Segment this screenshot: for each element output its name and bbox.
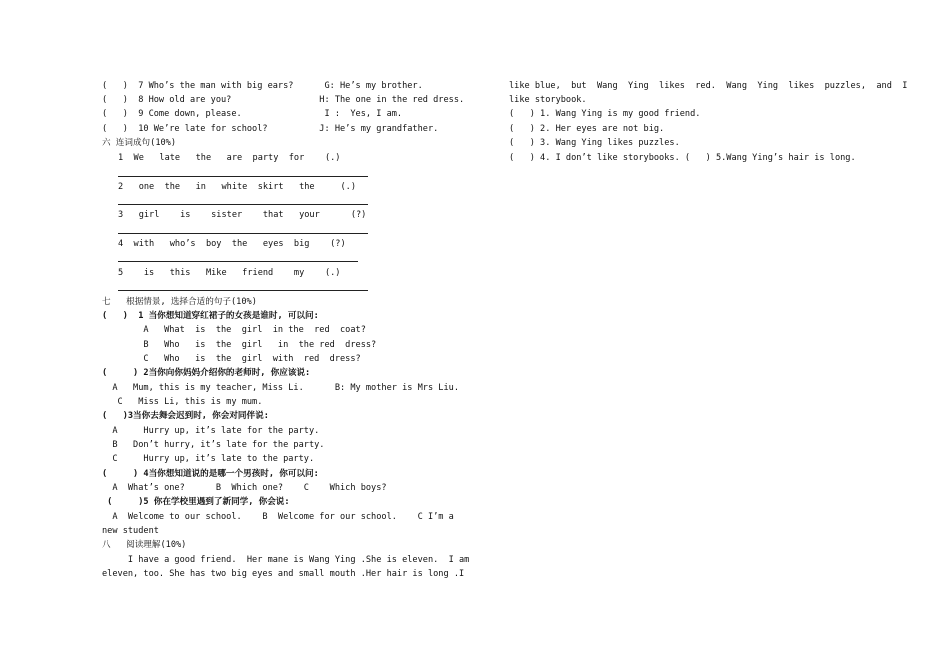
situation-question: ( ) 2当你向你妈妈介绍你的老师时, 你应该说: xyxy=(102,368,311,378)
answer-line xyxy=(118,204,368,205)
situation-question: ( ) 4当你想知道说的是哪一个男孩时, 你可以问: xyxy=(102,469,319,479)
option-line: C Hurry up, it’s late to the party. xyxy=(102,454,315,464)
sentence-item: 2 one the in white skirt the (.) xyxy=(118,182,356,192)
situation-question: ( ) 1 当你想知道穿红裙子的女孩是谁时, 可以问: xyxy=(102,311,319,321)
sentence-item: 4 with who’s boy the eyes big (?) xyxy=(118,239,346,249)
answer-line xyxy=(118,290,368,291)
reading-question: ( ) 3. Wang Ying likes puzzles. xyxy=(509,138,680,148)
answer-line xyxy=(118,261,358,262)
passage-line: like storybook. xyxy=(509,95,587,105)
situation-question: ( )3当你去舞会迟到时, 你会对同伴说: xyxy=(102,411,269,421)
option-line: A Hurry up, it’s late for the party. xyxy=(102,426,320,436)
option-line: A Mum, this is my teacher, Miss Li. B: My mother is Mrs Liu. xyxy=(102,383,459,393)
reading-question: ( ) 4. I don’t like storybooks. ( ) 5.Wang Ying’s hair is long. xyxy=(509,153,856,163)
passage-line: I have a good friend. Her mane is Wang Ying .She is eleven. I am xyxy=(102,555,470,565)
sentence-item: 1 We late the are party for (.) xyxy=(118,153,341,163)
option-line: A Welcome to our school. B Welcome for our school. C I’m a xyxy=(102,512,454,522)
answer-line xyxy=(118,233,368,234)
match-item: ( ) 10 We’re late for school? J: He’s my grandfather. xyxy=(102,124,439,134)
match-item: ( ) 9 Come down, please. I : Yes, I am. xyxy=(102,109,403,119)
reading-question: ( ) 2. Her eyes are not big. xyxy=(509,124,665,134)
option-line: new student xyxy=(102,526,159,536)
match-item: ( ) 7 Who’s the man with big ears? G: He’s my brother. xyxy=(102,81,423,91)
option-line: B Don’t hurry, it’s late for the party. xyxy=(102,440,325,450)
section-seven-title: 七 根据情景, 选择合适的句子(10%) xyxy=(102,297,257,307)
passage-line: eleven, too. She has two big eyes and small mouth .Her hair is long .I xyxy=(102,569,465,579)
option-line: C Who is the girl with red dress? xyxy=(102,354,361,364)
answer-line xyxy=(118,176,368,177)
sentence-item: 5 is this Mike friend my (.) xyxy=(118,268,341,278)
situation-question: ( )5 你在学校里遇到了新同学, 你会说: xyxy=(102,497,290,507)
section-eight-title: 八 阅读理解(10%) xyxy=(102,540,187,550)
section-six-title: 六 连词成句(10%) xyxy=(102,138,177,148)
option-line: B Who is the girl in the red dress? xyxy=(102,340,377,350)
match-item: ( ) 8 How old are you? H: The one in the red dress. xyxy=(102,95,465,105)
option-line: C Miss Li, this is my mum. xyxy=(102,397,263,407)
option-line: A What’s one? B Which one? C Which boys? xyxy=(102,483,387,493)
sentence-item: 3 girl is sister that your (?) xyxy=(118,210,367,220)
passage-line: like blue, but Wang Ying likes red. Wang Ying likes puzzles, and I xyxy=(509,81,908,91)
reading-question: ( ) 1. Wang Ying is my good friend. xyxy=(509,109,701,119)
option-line: A What is the girl in the red coat? xyxy=(102,325,366,335)
